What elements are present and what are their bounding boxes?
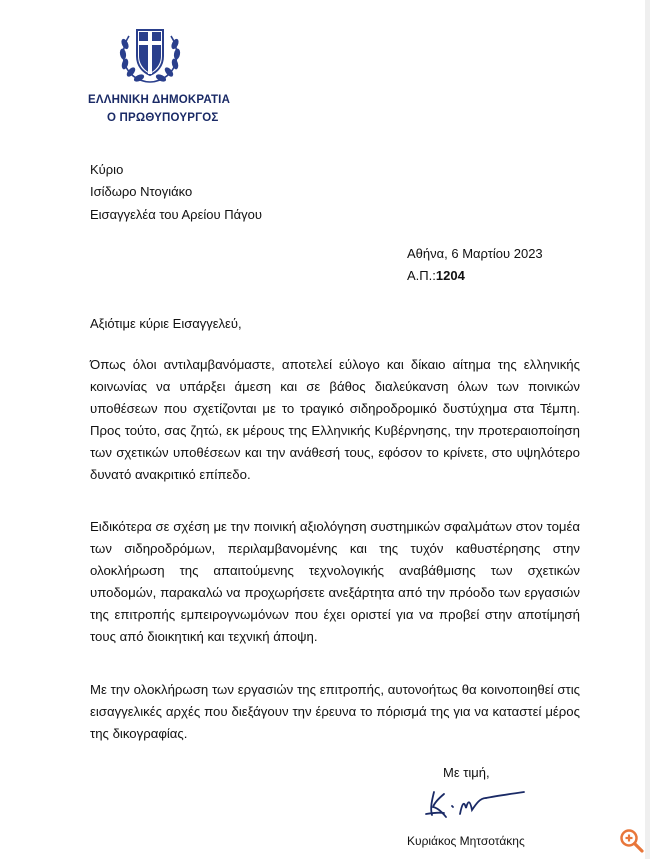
- header-prime-minister: Ο ΠΡΩΘΥΠΟΥΡΓΟΣ: [107, 112, 219, 124]
- paragraph-2: Ειδικότερα σε σχέση με την ποινική αξιολόγηση συστημικών σφαλμάτων στον τομέα των σιδηροδρόμων, περιλαμβανομένης και της τυχόν καθυστέρησης στην ολοκλήρωση της απαιτούμενης τεχνολογικής αναβάθμισης των σχετικών υποδομών, παρακαλώ να προχωρήσετε ανεξάρτητα από την πρόοδο των εργασιών της επιτροπής εμπειρογνωμόνων που έχει οριστεί για να προβεί στην αποτίμησή τους από διοικητική και τεχνική άποψη.: [90, 519, 580, 644]
- coat-of-arms-icon: [115, 20, 185, 88]
- header-republic: ΕΛΛΗΝΙΚΗ ΔΗΜΟΚΡΑΤΙΑ: [88, 94, 231, 106]
- page-edge: [645, 0, 650, 859]
- signature: [420, 784, 530, 824]
- letter-date: Αθήνα, 6 Μαρτίου 2023: [407, 246, 543, 261]
- signatory-name: Κυριάκος Μητσοτάκης: [407, 834, 525, 848]
- greeting: Αξιότιμε κύριε Εισαγγελεύ,: [90, 316, 242, 331]
- recipient-name: Ισίδωρο Ντογιάκο: [90, 184, 193, 199]
- paragraph-1: Όπως όλοι αντιλαμβανόμαστε, αποτελεί εύλογο και δίκαιο αίτημα της ελληνικής κοινωνίας να υπάρξει άμεση και σε βάθος διαλεύκανση όλων των ποινικών υποθέσεων που σχετίζονται με το τραγικό σιδηροδρομικό δυστύχημα στα Τέμπη. Προς τούτο, σας ζητώ, εκ μέρους της Ελληνικής Κυβέρνησης, την προτεραιοποίηση των σχετικών υποθέσεων και την ανάθεσή τους, εφόσον το κρίνετε, στο υψηλότερο δυνατό ανακριτικό επίπεδο.: [90, 357, 580, 482]
- zoom-in-icon[interactable]: [618, 827, 646, 855]
- reference-value: 1204: [435, 268, 465, 283]
- paragraph-3: Με την ολοκλήρωση των εργασιών της επιτροπής, αυτονοήτως θα κοινοποιηθεί στις εισαγγελικές αρχές που διεξάγουν την έρευνα το πόρισμά της για να καταστεί μέρος της δικογραφίας.: [90, 682, 580, 741]
- recipient-title: Εισαγγελέα του Αρείου Πάγου: [90, 207, 262, 222]
- reference-number: [407, 265, 465, 287]
- recipient-salutation: Κύριο: [90, 162, 124, 177]
- closing: Με τιμή,: [443, 765, 490, 780]
- reference-label: Α.Π.:: [407, 268, 436, 283]
